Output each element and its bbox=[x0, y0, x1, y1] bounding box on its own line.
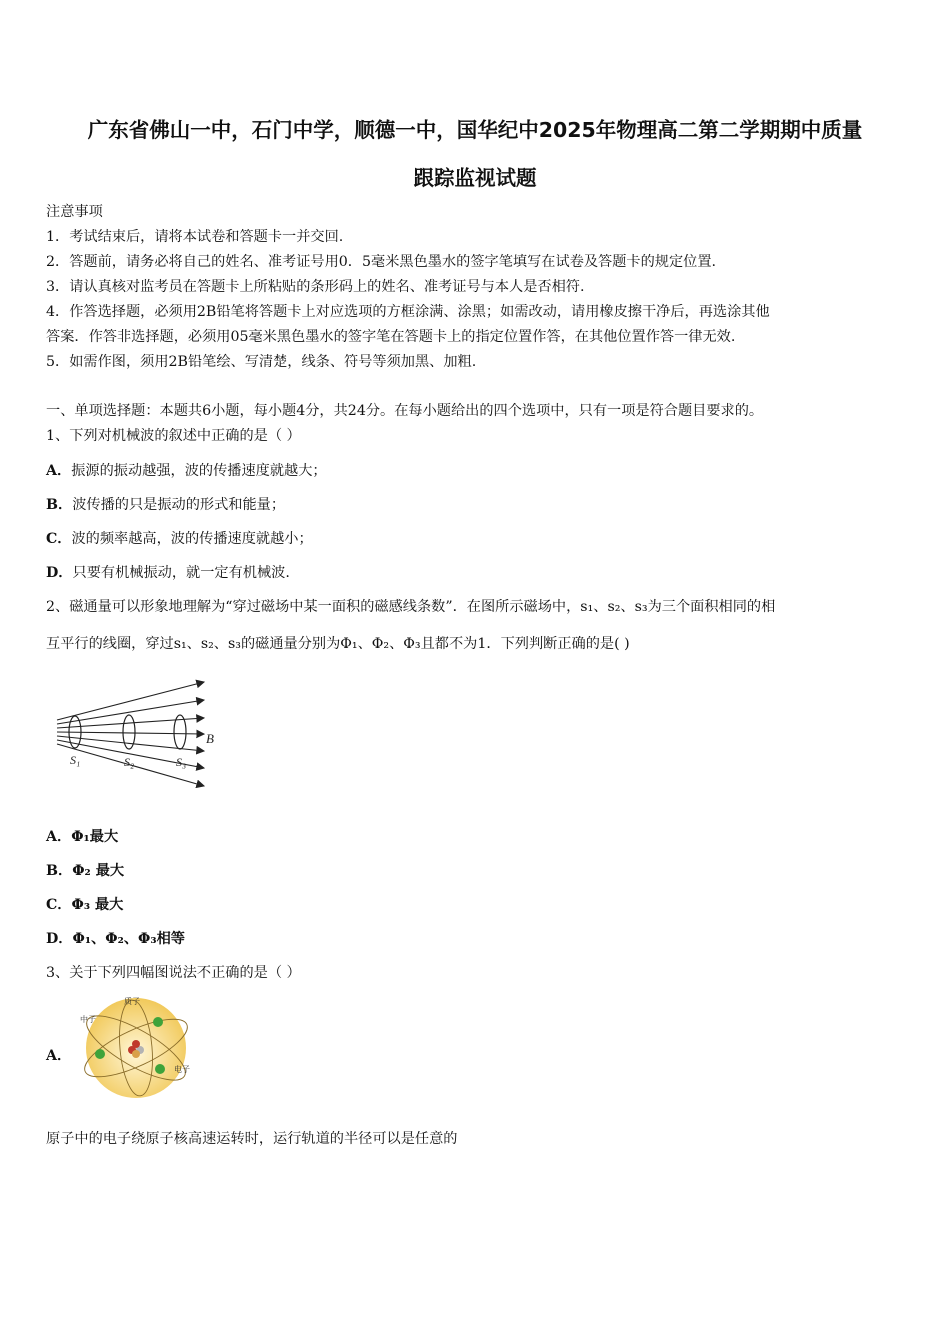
notice-heading: 注意事项 bbox=[46, 204, 103, 220]
q3-stem: 3、关于下列四幅图说法不正确的是（ ） bbox=[46, 965, 301, 981]
section-heading: 一、单项选择题：本题共6小题，每小题4分，共24分。在每小题给出的四个选项中，只有一项是符合题目要求的。 bbox=[46, 403, 764, 419]
q2-stem-line2: 互平行的线圈，穿过s₁、s₂、s₃的磁通量分别为Φ₁、Φ₂、Φ₃且都不为1．下列判断正确的是( ) bbox=[46, 636, 630, 652]
neutron-label: 中子 bbox=[80, 1015, 96, 1024]
option-text: Φ₃ 最大 bbox=[71, 897, 124, 913]
option-text: 波的频率越高，波的传播速度就越小； bbox=[71, 531, 313, 547]
coil-label-s2: S₂ bbox=[124, 755, 135, 769]
q2-option-b bbox=[46, 861, 124, 881]
atom-model-figure bbox=[74, 992, 202, 1100]
coil-label-s1: S₁ bbox=[70, 753, 81, 767]
neutron bbox=[132, 1050, 140, 1058]
field-line bbox=[57, 732, 204, 734]
notice-item-3: 3．请认真核对监考员在答题卡上所粘贴的条形码上的姓名、准考证号与本人是否相符. bbox=[46, 279, 585, 295]
electron-label: 电子 bbox=[174, 1065, 190, 1074]
option-label: B． bbox=[46, 497, 73, 513]
magnetic-field-figure bbox=[52, 672, 227, 794]
q1-option-b bbox=[46, 495, 285, 515]
electron bbox=[153, 1017, 163, 1027]
coil-label-s3: S₃ bbox=[176, 755, 187, 769]
option-label: D． bbox=[46, 565, 73, 581]
option-label: D． bbox=[46, 931, 73, 947]
option-label: C． bbox=[46, 897, 72, 913]
document-title-line2: 跟踪监视试题 bbox=[413, 166, 537, 190]
field-lines bbox=[57, 682, 204, 786]
proton-label: 质子 bbox=[124, 997, 140, 1006]
q3-option-a-text: 原子中的电子绕原子核高速运转时，运行轨道的半径可以是任意的 bbox=[46, 1131, 458, 1147]
q1-option-a bbox=[46, 461, 327, 481]
q2-option-d bbox=[46, 929, 185, 949]
option-label: A． bbox=[46, 1048, 72, 1064]
option-text: Φ₁、Φ₂、Φ₃相等 bbox=[72, 931, 185, 947]
option-text: 振源的振动越强，波的传播速度就越大； bbox=[71, 463, 327, 479]
option-label: C． bbox=[46, 531, 72, 547]
notice-item-1: 1．考试结束后，请将本试卷和答题卡一并交回. bbox=[46, 229, 344, 245]
option-text: 只要有机械振动，就一定有机械波. bbox=[72, 565, 290, 581]
option-label: A． bbox=[46, 463, 72, 479]
option-label: B． bbox=[46, 863, 73, 879]
notice-item-4-cont: 答案．作答非选择题，必须用05毫米黑色墨水的签字笔在答题卡上的指定位置作答，在其他位置作答一律无效. bbox=[46, 329, 736, 345]
coil-s2 bbox=[123, 715, 135, 749]
option-label: A． bbox=[46, 829, 72, 845]
q1-option-d bbox=[46, 563, 290, 583]
notice-item-4: 4．作答选择题，必须用2B铅笔将答题卡上对应选项的方框涂满、涂黑；如需改动，请用橡皮擦干净后，再选涂其他 bbox=[46, 304, 770, 320]
q3-option-a-label bbox=[46, 1046, 71, 1066]
field-label-b: B bbox=[206, 731, 214, 746]
q2-option-a bbox=[46, 827, 118, 847]
field-line bbox=[57, 682, 204, 720]
q2-stem-line1: 2、磁通量可以形象地理解为“穿过磁场中某一面积的磁感线条数”．在图所示磁场中，s₁、s₂、s₃为三个面积相同的相 bbox=[46, 599, 776, 615]
notice-item-2: 2．答题前，请务必将自己的姓名、准考证号用0．5毫米黑色墨水的签字笔填写在试卷及答题卡的规定位置. bbox=[46, 254, 717, 270]
document-title-line1: 广东省佛山一中，石门中学，顺德一中，国华纪中2025年物理高二第二学期期中质量 bbox=[87, 118, 863, 142]
electron bbox=[95, 1049, 105, 1059]
q1-stem: 1、下列对机械波的叙述中正确的是（ ） bbox=[46, 428, 301, 444]
option-text: Φ₁最大 bbox=[71, 829, 119, 845]
notice-item-5: 5．如需作图，须用2B铅笔绘、写清楚，线条、符号等须加黑、加粗. bbox=[46, 354, 477, 370]
proton bbox=[132, 1040, 140, 1048]
option-text: Φ₂ 最大 bbox=[72, 863, 125, 879]
q2-option-c bbox=[46, 895, 123, 915]
q1-option-c bbox=[46, 529, 313, 549]
option-text: 波传播的只是振动的形式和能量； bbox=[72, 497, 286, 513]
electron bbox=[155, 1064, 165, 1074]
